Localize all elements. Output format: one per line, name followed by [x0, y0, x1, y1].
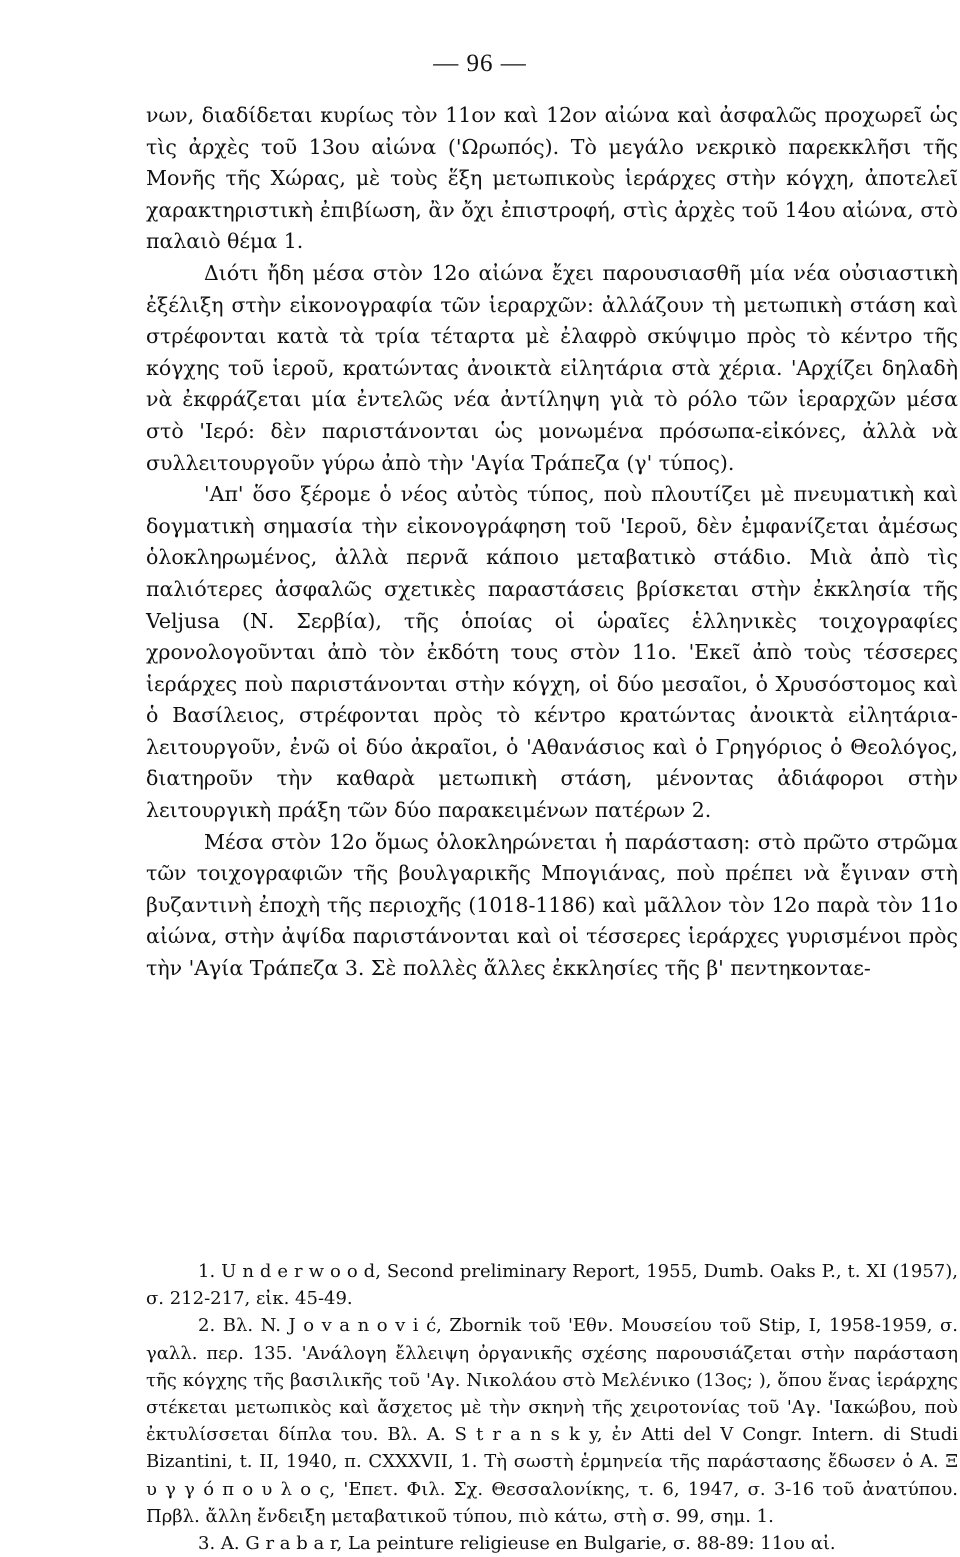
paragraph: νων, διαδίδεται κυρίως τὸν 11ον καὶ 12ον αἰώνα καὶ ἀσφαλῶς προχωρεῖ ὡς τὶς ἀρχὲς τοῦ 13ου αἰώνα ('Ωρωπός). Τὸ μεγάλο νεκρικὸ παρεκκλῆσι τῆς Μονῆς τῆς Χώρας, μὲ τοὺς ἕξη μετωπικοὺς ἱεράρχες στὴν κόγχη, ἀποτελεῖ χαρακτηριστικὴ ἐπιβίωση, ἂν ὄχι ἐπιστροφή, στὶς ἀρχὲς τοῦ 14ου αἰώνα, στὸ παλαιὸ θέμα 1. [146, 103, 958, 254]
footnote: 1. U n d e r w o o d, Second preliminary Report, 1955, Dumb. Oaks P., t. XI (1957), σ. 212-217, εἰκ. 45-49. [146, 1261, 958, 1310]
paragraph: Διότι ἤδη μέσα στὸν 12ο αἰώνα ἔχει παρουσιασθῆ μία νέα οὐσιαστικὴ ἐξέλιξη στὴν εἰκονογραφία τῶν ἱεραρχῶν: ἀλλάζουν τὴ μετωπικὴ στάση καὶ στρέφονται κατὰ τὰ τρία τέταρτα μὲ ἐλαφρὸ σκύψιμο πρὸς τὸ κέντρο τῆς κόγχης τοῦ ἱεροῦ, κρατώντας ἀνοικτὰ εἰλητάρια στὰ χέρια. 'Αρχίζει δηλαδὴ νὰ ἐκφράζεται μία ἐντελῶς νέα ἀντίληψη γιὰ τὸ ρόλο τῶν ἱεραρχῶν μέσα στὸ 'Ιερό: δὲν παριστάνονται ὡς μονωμένα πρόσωπα-εἰκόνες, ἀλλὰ νὰ συλλειτουργοῦν γύρω ἀπὸ τὴν 'Αγία Τράπεζα (γ' τύπος). [146, 260, 958, 475]
paragraph: 'Απ' ὅσο ξέρομε ὁ νέος αὐτὸς τύπος, ποὺ πλουτίζει μὲ πνευματικὴ καὶ δογματικὴ σημασία τὴν εἰκονογράφηση τοῦ 'Ιεροῦ, δὲν ἐμφανίζεται ἀμέσως ὁλοκληρωμένος, ἀλλὰ περνᾶ κάποιο μεταβατικὸ στάδιο. Μιὰ ἀπὸ τὶς παλιότερες ἀσφαλῶς σχετικὲς παραστάσεις βρίσκεται στὴν ἐκκλησία τῆς Veljusa (Ν. Σερβία), τῆς ὁποίας οἱ ὡραῖες ἑλληνικὲς τοιχογραφίες χρονολογοῦνται ἀπὸ τὸν ἐκδότη τους στὸν 11ο. 'Εκεῖ ἀπὸ τοὺς τέσσερες ἱεράρχες ποὺ παριστάνονται στὴν κόγχη, οἱ δύο μεσαῖοι, ὁ Χρυσόστομος καὶ ὁ Βασίλειος, στρέφονται πρὸς τὸ κέντρο κρατώντας ἀνοικτὰ εἰλητάρια-λειτουργοῦν, ἐνῶ οἱ δύο ἀκραῖοι, ὁ 'Αθανάσιος καὶ ὁ Γρηγόριος ὁ Θεολόγος, διατηροῦν τὴν καθαρὰ μετωπικὴ στάση, μένοντας ἀδιάφοροι στὴν λειτουργικὴ πράξη τῶν δύο παρακειμένων πατέρων 2. [146, 482, 958, 823]
main-text [146, 100, 958, 985]
footnotes [146, 1258, 958, 1557]
footnote: 2. Βλ. N. J o v a n o v i ć, Zbornik τοῦ 'Εθν. Μουσείου τοῦ Stip, I, 1958-1959, σ. γαλλ. περ. 135. 'Ανάλογη ἔλλειψη ὀργανικῆς σχέσης παρουσιάζεται στὴν παράσταση τῆς κόγχης τῆς βασιλικῆς τοῦ 'Αγ. Νικολάου στὸ Μελένικο (13ος; ), ὅπου ἕνας ἱεράρχης στέκεται μετωπικὸς καὶ ἄσχετος μὲ τὴν σκηνὴ τῆς χειροτονίας τοῦ 'Αγ. 'Ιακώβου, ποὺ ἐκτυλίσσεται δίπλα του. Βλ. A. S t r a n s k y, ἐν Atti del V Congr. Intern. di Studi Bizantini, t. II, 1940, π. CXXXVII, 1. Τὴ σωστὴ ἑρμηνεία τῆς παράστασης ἔδωσεν ὁ A. Ξ υ γ γ ό π ο υ λ ο ς, 'Επετ. Φιλ. Σχ. Θεσσαλονίκης, τ. 6, 1947, σ. 3-16 τοῦ ἀνατύπου. Πρβλ. ἄλλη ἔνδειξη μεταβατικοῦ τύπου, πιὸ κάτω, στὴ σ. 99, σημ. 1. [146, 1315, 958, 1527]
paragraph: Μέσα στὸν 12ο ὅμως ὁλοκληρώνεται ἡ παράσταση: στὸ πρῶτο στρῶμα τῶν τοιχογραφιῶν τῆς βουλγαρικῆς Μπογιάνας, ποὺ πρέπει νὰ ἔγιναν στὴ βυζαντινὴ ἐποχὴ τῆς περιοχῆς (1018-1186) καὶ μᾶλλον τὸν 12ο παρὰ τὸν 11ο αἰώνα, στὴν ἀψίδα παριστάνονται καὶ οἱ τέσσερες ἱεράρχες γυρισμένοι πρὸς τὴν 'Αγία Τράπεζα 3. Σὲ πολλὲς ἄλλες ἐκκλησίες τῆς β' πεντηκονταε- [146, 829, 958, 981]
page-number: — 96 — [433, 50, 527, 77]
footnote: 3. A. G r a b a r, La peinture religieuse en Bulgarie, σ. 88-89: 11ου αἰ. [198, 1533, 836, 1555]
